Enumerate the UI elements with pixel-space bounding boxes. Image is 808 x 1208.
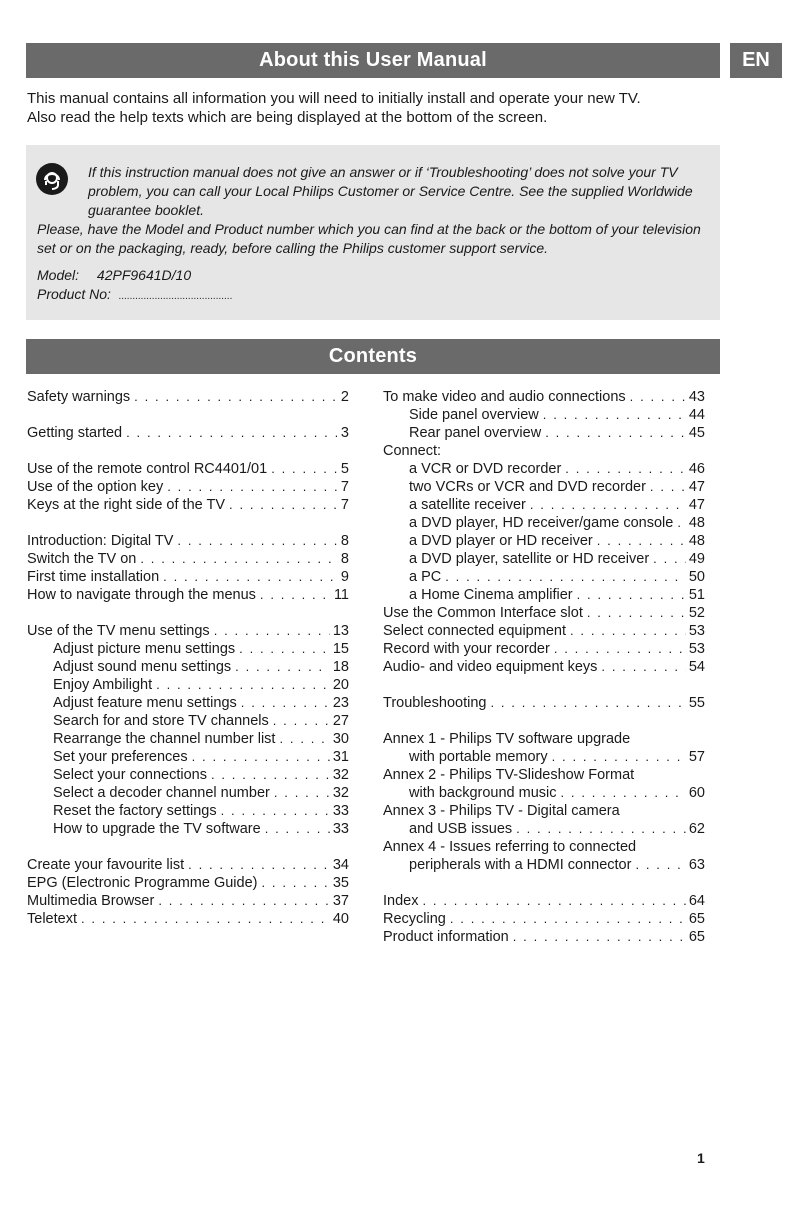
toc-subitem[interactable]: Adjust sound menu settings . . . 18 — [27, 658, 349, 676]
toc-subitem[interactable]: two VCRs or VCR and DVD recorder . . . 47 — [383, 478, 705, 496]
toc-subitem[interactable]: Adjust feature menu settings . . . 23 — [27, 694, 349, 712]
intro-line: Also read the help texts which are being displayed at the bottom of the screen. — [27, 108, 548, 126]
note-line: If this instruction manual does not give an answer or if ‘Troubleshooting’ does not solve your TV — [88, 164, 678, 180]
toc-item[interactable]: Use the Common Interface slot . . . 52 — [383, 604, 705, 622]
toc-item[interactable]: Switch the TV on . . . 8 — [27, 550, 349, 568]
toc-subitem[interactable]: Select a decoder channel number . . . 32 — [27, 784, 349, 802]
support-note-box — [26, 145, 720, 320]
toc-subitem[interactable]: Set your preferences . . . 31 — [27, 748, 349, 766]
toc-item[interactable]: peripherals with a HDMI connector . . . 63 — [383, 856, 705, 874]
toc-item[interactable]: and USB issues . . . 62 — [383, 820, 705, 838]
toc-subitem[interactable]: Reset the factory settings . . . 33 — [27, 802, 349, 820]
intro-line: This manual contains all information you will need to initially install and operate your new TV. — [27, 90, 641, 107]
language-label: EN — [742, 49, 770, 71]
toc-left-column — [27, 388, 349, 928]
toc-item[interactable]: Teletext . . . 40 — [27, 910, 349, 928]
toc-heading: Annex 1 - Philips TV software upgrade — [383, 731, 631, 747]
toc-item[interactable]: Multimedia Browser . . . 37 — [27, 892, 349, 910]
toc-subitem[interactable]: Adjust picture menu settings . . . 15 — [27, 640, 349, 658]
toc-item[interactable]: Product information . . . 65 — [383, 928, 705, 946]
toc-item[interactable]: Use of the TV menu settings . . . 13 — [27, 622, 349, 640]
header-banner — [26, 43, 720, 78]
toc-item[interactable]: Introduction: Digital TV . . . 8 — [27, 532, 349, 550]
toc-subitem[interactable]: Rear panel overview . . . 45 — [383, 424, 705, 442]
toc-subitem[interactable]: a PC . . . 50 — [383, 568, 705, 586]
toc-item[interactable]: How to navigate through the menus . . . 11 — [27, 586, 349, 604]
toc-item[interactable]: with background music . . . 60 — [383, 784, 705, 802]
model-label: Model: — [37, 267, 80, 283]
toc-item[interactable]: Getting started . . . 3 — [27, 424, 349, 442]
toc-subitem[interactable]: Select your connections . . . 32 — [27, 766, 349, 784]
toc-subitem[interactable]: a DVD player or HD receiver . . . 48 — [383, 532, 705, 550]
toc-subitem[interactable]: Side panel overview . . . 44 — [383, 406, 705, 424]
toc-item[interactable]: Use of the option key . . . 7 — [27, 478, 349, 496]
product-value: ......................................... — [118, 291, 233, 302]
toc-item[interactable]: Recycling . . . 65 — [383, 910, 705, 928]
toc-subitem[interactable]: Enjoy Ambilight . . . 20 — [27, 676, 349, 694]
model-line — [37, 266, 712, 285]
language-tab — [730, 43, 782, 78]
note-line: guarantee booklet. — [88, 202, 204, 218]
toc-item[interactable]: Audio- and video equipment keys . . . 54 — [383, 658, 705, 676]
product-line — [37, 285, 712, 306]
toc-subitem[interactable]: How to upgrade the TV software . . . 33 — [27, 820, 349, 838]
toc-item[interactable]: Troubleshooting . . . 55 — [383, 694, 705, 712]
note-line: Please, have the Model and Product number which you can find at the back or the bottom of your television — [37, 221, 701, 237]
toc-subitem[interactable]: a DVD player, satellite or HD receiver . . . 49 — [383, 550, 705, 568]
page-number: 1 — [697, 1150, 705, 1166]
toc-heading: Annex 3 - Philips TV - Digital camera — [383, 803, 620, 819]
toc-item[interactable]: To make video and audio connections . . . 43 — [383, 388, 705, 406]
toc-subitem[interactable]: a DVD player, HD receiver/game console . . . 48 — [383, 514, 705, 532]
toc-item[interactable]: Select connected equipment . . . 53 — [383, 622, 705, 640]
toc-subitem[interactable]: a VCR or DVD recorder . . . 46 — [383, 460, 705, 478]
toc-heading: Connect: — [383, 443, 442, 459]
toc-item[interactable]: First time installation . . . 9 — [27, 568, 349, 586]
page-title: About this User Manual — [259, 49, 487, 71]
toc-subitem[interactable]: Rearrange the channel number list . . . 30 — [27, 730, 349, 748]
toc-subitem[interactable]: a Home Cinema amplifier . . . 51 — [383, 586, 705, 604]
contents-banner — [26, 339, 720, 374]
toc-subitem[interactable]: a satellite receiver . . . 47 — [383, 496, 705, 514]
toc-item[interactable]: with portable memory . . . 57 — [383, 748, 705, 766]
toc-item[interactable]: EPG (Electronic Programme Guide) . . . 35 — [27, 874, 349, 892]
toc-item[interactable]: Keys at the right side of the TV . . . 7 — [27, 496, 349, 514]
toc-item[interactable]: Safety warnings . . . 2 — [27, 388, 349, 406]
toc-subitem[interactable]: Search for and store TV channels . . . 27 — [27, 712, 349, 730]
note-line: set or on the packaging, ready, before calling the Philips customer support service. — [37, 240, 549, 256]
intro-text — [27, 90, 717, 127]
toc-heading: Annex 4 - Issues referring to connected — [383, 839, 637, 855]
product-label: Product No: — [37, 286, 111, 302]
toc-item[interactable]: Create your favourite list . . . 34 — [27, 856, 349, 874]
toc-right-column — [383, 388, 705, 946]
model-value: 42PF9641D/10 — [96, 267, 192, 283]
toc-item[interactable]: Index . . . 64 — [383, 892, 705, 910]
toc-item[interactable]: Use of the remote control RC4401/01 . . . 5 — [27, 460, 349, 478]
toc-heading: Annex 2 - Philips TV-Slideshow Format — [383, 767, 635, 783]
note-line: problem, you can call your Local Philips Customer or Service Centre. See the supplied Worldwide — [88, 183, 693, 199]
contents-title: Contents — [328, 345, 418, 367]
toc-item[interactable]: Record with your recorder . . . 53 — [383, 640, 705, 658]
